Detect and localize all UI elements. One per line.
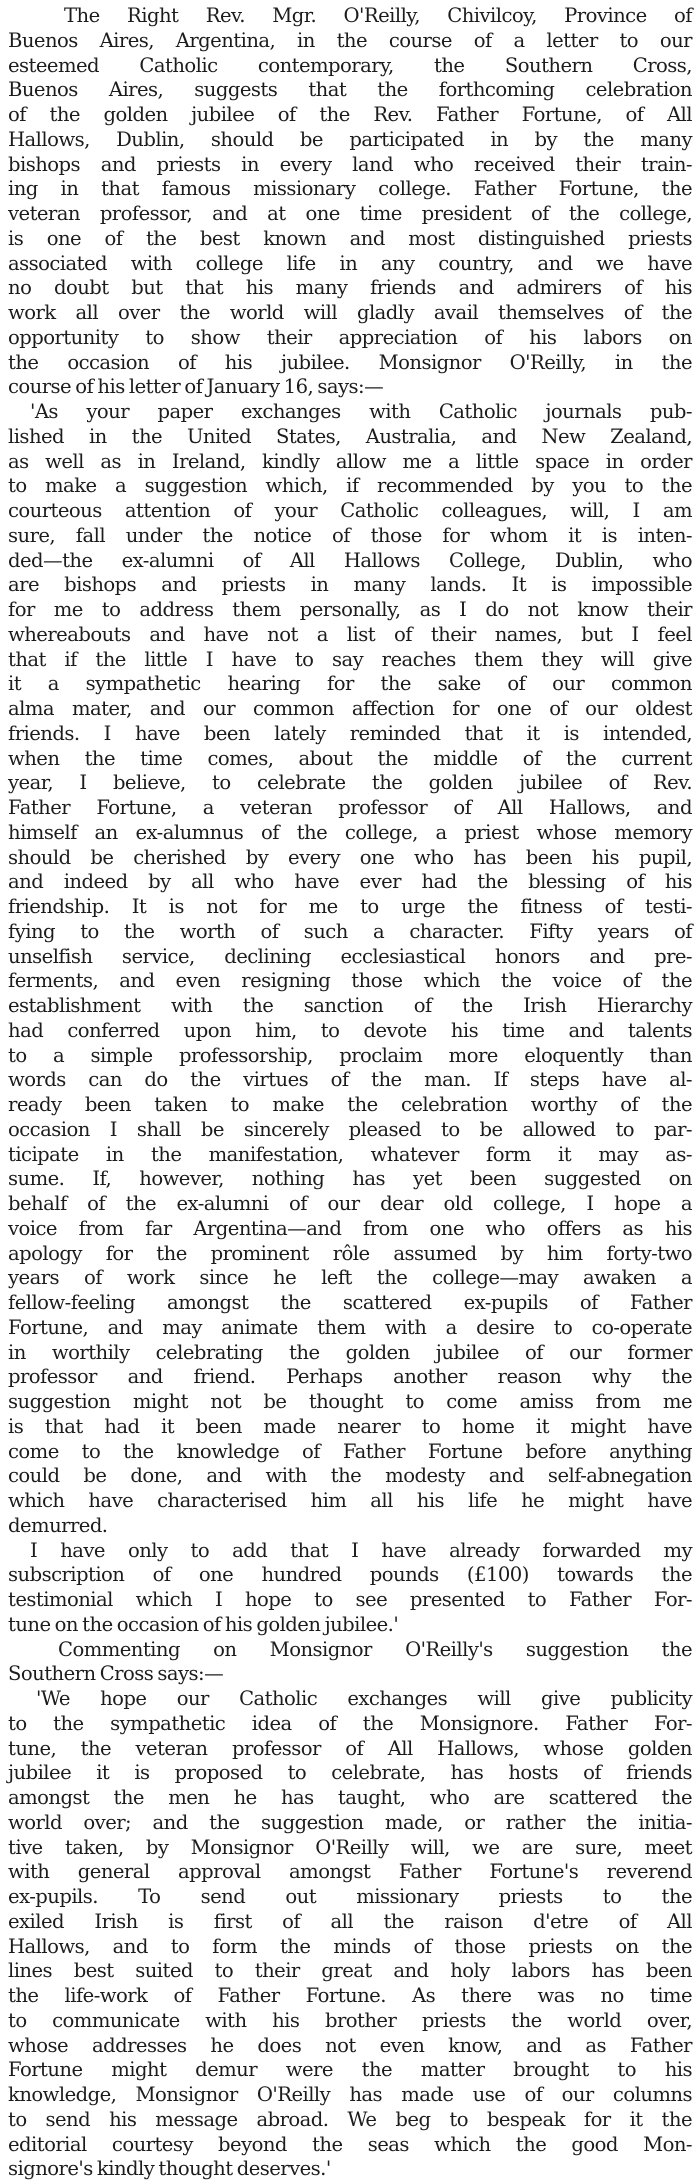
text-line: in worthily celebrating the golden jubilee of our former <box>8 1340 692 1364</box>
text-line: to a simple professorship, proclaim more eloquently than <box>8 1043 692 1067</box>
text-line: Fortune might demur were the matter brought to his <box>8 2058 692 2082</box>
text-line: testimonial which I hope to see presented to Father For- <box>8 1588 692 1611</box>
text-line: amongst the men he has taught, who are scattered the <box>8 1786 692 1809</box>
text-line: apology for the prominent rôle assumed by him forty-two <box>8 1241 692 1265</box>
text-line: lines best suited to their great and holy labors has been <box>8 1959 692 1983</box>
text-line: ferments, and even resigning those which the voice of the <box>8 969 692 993</box>
text-line: The Right Rev. Mgr. O'Reilly, Chivilcoy, Province of <box>64 4 692 27</box>
text-line: ticipate in the manifestation, whatever form it may as- <box>8 1142 692 1166</box>
text-line: courteous attention of your Catholic colleagues, will, I am <box>8 499 692 522</box>
text-line: tune, the veteran professor of All Hallows, whose golden <box>8 1736 692 1760</box>
text-line: Commenting on Monsignor O'Reilly's suggestion the <box>58 1637 692 1661</box>
text-line: signore's kindly thought deserves.' <box>8 2157 331 2181</box>
text-line: ready been taken to make the celebration worthy of the <box>8 1093 692 1116</box>
text-line: whereabouts and have not a list of their names, but I feel <box>8 622 692 646</box>
text-line: world over; and the suggestion made, or rather the initia- <box>8 1810 692 1834</box>
text-line: esteemed Catholic contemporary, the Southern Cross, <box>8 53 692 77</box>
text-line: 'We hope our Catholic exchanges will give publicity <box>36 1687 692 1710</box>
text-line: voice from far Argentina—and from one who offers as his <box>8 1216 692 1240</box>
text-line: friends. I have been lately reminded that it is intended, <box>8 721 692 745</box>
text-line: are bishops and priests in many lands. It is impossible <box>8 573 692 597</box>
text-line: 'As your paper exchanges with Catholic journals pub- <box>30 400 692 423</box>
text-line: establishment with the sanction of the Irish Hierarchy <box>8 994 692 1017</box>
text-line: could be done, and with the modesty and self-abnegation <box>8 1464 692 1488</box>
text-line: with general approval amongst Father Fortune's reverend <box>8 1860 692 1884</box>
text-line: Fortune, and may animate them with a desire to co-operate <box>8 1315 692 1339</box>
text-line: tive taken, by Monsignor O'Reilly will, we are sure, meet <box>8 1835 692 1859</box>
text-line: to send his message abroad. We beg to bespeak for it the <box>8 2107 692 2131</box>
text-line: is one of the best known and most distinguished priests <box>8 226 692 250</box>
text-line: Southern Cross says:— <box>8 1662 224 1686</box>
text-line: for me to address them personally, as I do not know their <box>8 598 692 621</box>
text-line: I have only to add that I have already forwarded my <box>30 1538 692 1562</box>
text-line: should be cherished by every one who has been his pupil, <box>8 845 692 869</box>
text-line: editorial courtesy beyond the seas which the good Mon- <box>8 2132 692 2156</box>
text-line: friendship. It is not for me to urge the fitness of testi- <box>8 895 692 918</box>
text-line: ded—the ex-alumni of All Hallows College, Dublin, who <box>8 548 692 572</box>
text-line: tune on the occasion of his golden jubilee.' <box>8 1612 399 1636</box>
text-line: lished in the United States, Australia, and New Zealand, <box>8 424 692 448</box>
text-line: to make a suggestion which, if recommended by you to the <box>8 474 692 498</box>
text-line: demurred. <box>8 1513 108 1537</box>
text-line: bishops and priests in every land who received their train- <box>8 152 692 176</box>
text-line: himself an ex-alumnus of the college, a priest whose memory <box>8 820 692 844</box>
text-line: Hallows, Dublin, should be participated in by the many <box>8 127 692 151</box>
text-line: sure, fall under the notice of those for whom it is inten- <box>8 523 692 547</box>
text-line: year, I believe, to celebrate the golden jubilee of Rev. <box>8 771 692 795</box>
text-line: and indeed by all who have ever had the blessing of his <box>8 870 692 894</box>
text-line: of the golden jubilee of the Rev. Father Fortune, of All <box>8 103 692 126</box>
text-line: Buenos Aires, suggests that the forthcoming celebration <box>8 78 692 102</box>
text-line: Father Fortune, a veteran professor of All Hallows, and <box>8 796 692 819</box>
commenting-paragraph <box>8 1638 692 1688</box>
text-line: words can do the virtues of the man. If steps have al- <box>8 1068 692 1092</box>
text-line: unselfish service, declining ecclesiastical honors and pre- <box>8 944 692 968</box>
text-line: Hallows, and to form the minds of those priests on the <box>8 1934 692 1958</box>
text-line: fellow-feeling amongst the scattered ex-pupils of Father <box>8 1291 692 1314</box>
letter-quote-paragraph <box>8 400 692 1539</box>
text-line: veteran professor, and at one time president of the college, <box>8 202 692 225</box>
text-line: when the time comes, about the middle of the current <box>8 746 692 770</box>
text-line: suggestion might not be thought to come amiss from me <box>8 1390 692 1413</box>
text-line: had conferred upon him, to devote his time and talents <box>8 1018 692 1042</box>
text-line: the occasion of his jubilee. Monsignor O'Reilly, in the <box>8 350 692 374</box>
text-line: come to the knowledge of Father Fortune before anything <box>8 1439 692 1463</box>
text-line: to communicate with his brother priests the world over, <box>8 2008 692 2032</box>
text-line: fying to the worth of such a character. Fifty years of <box>8 919 692 943</box>
intro-paragraph <box>8 4 692 400</box>
southern-cross-quote-paragraph <box>8 1687 692 2182</box>
text-line: the life-work of Father Fortune. As there was no time <box>8 1984 692 2007</box>
text-line: Buenos Aires, Argentina, in the course of a letter to our <box>8 28 692 52</box>
text-line: professor and friend. Perhaps another reason why the <box>8 1365 692 1389</box>
subscription-paragraph <box>8 1539 692 1638</box>
text-line: alma mater, and our common affection for one of our oldest <box>8 697 692 720</box>
text-line: knowledge, Monsignor O'Reilly has made use of our columns <box>8 2083 692 2106</box>
text-line: behalf of the ex-alumni of our dear old college, I hope a <box>8 1192 692 1215</box>
text-line: ex-pupils. To send out missionary priests to the <box>8 1885 692 1908</box>
text-line: years of work since he left the college—may awaken a <box>8 1266 692 1290</box>
text-line: occasion I shall be sincerely pleased to be allowed to par- <box>8 1117 692 1141</box>
text-line: jubilee it is proposed to celebrate, has hosts of friends <box>8 1761 692 1785</box>
text-line: subscription of one hundred pounds (£100) towards the <box>8 1563 692 1587</box>
text-line: whose addresses he does not even know, and as Father <box>8 2033 692 2057</box>
text-line: it a sympathetic hearing for the sake of our common <box>8 672 692 696</box>
text-line: work all over the world will gladly avail themselves of the <box>8 301 692 324</box>
text-line: that if the little I have to say reaches them they will give <box>8 647 692 671</box>
text-line: ing in that famous missionary college. Father Fortune, the <box>8 177 692 201</box>
text-line: course of his letter of January 16, says:— <box>8 375 384 399</box>
text-line: to the sympathetic idea of the Monsignore. Father For- <box>8 1711 692 1735</box>
text-line: as well as in Ireland, kindly allow me a little space in order <box>8 449 692 473</box>
text-line: exiled Irish is first of all the raison d'etre of All <box>8 1909 692 1933</box>
text-line: is that had it been made nearer to home it might have <box>8 1414 692 1438</box>
text-line: associated with college life in any country, and we have <box>8 251 692 275</box>
text-line: opportunity to show their appreciation of his labors on <box>8 325 692 349</box>
text-line: which have characterised him all his life he might have <box>8 1489 692 1512</box>
text-line: no doubt but that his many friends and admirers of his <box>8 276 692 300</box>
text-line: sume. If, however, nothing has yet been suggested on <box>8 1167 692 1191</box>
